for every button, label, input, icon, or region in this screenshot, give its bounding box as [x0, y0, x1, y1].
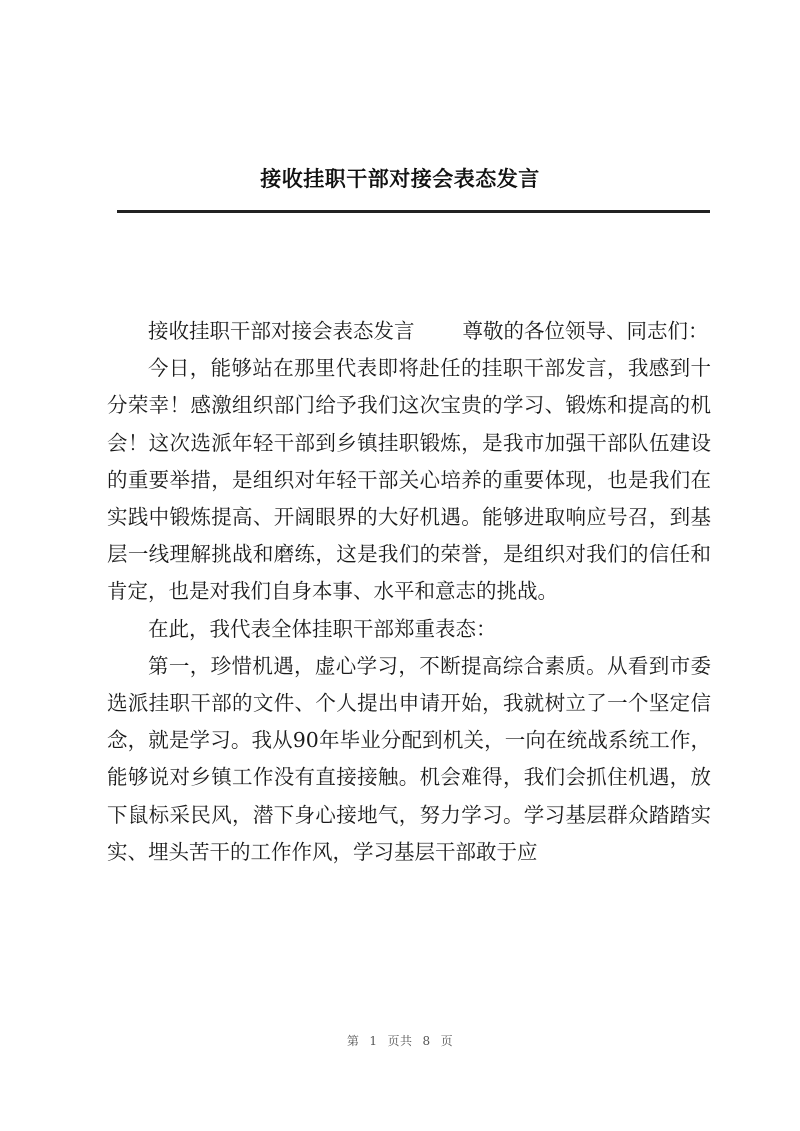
- footer-label-pages: 页: [440, 1034, 454, 1048]
- footer-current-page: 1: [369, 1034, 378, 1048]
- page-footer: [0, 1032, 800, 1049]
- paragraph-heading-repeat: 接收挂职干部对接会表态发言: [148, 319, 415, 343]
- paragraph-intro: 今日，能够站在那里代表即将赴任的挂职干部发言，我感到十分荣幸！感激组织部门给予我们这次宝贵的学习、锻炼和提高的机会！这次选派年轻干部到乡镇挂职锻炼，是我市加强干部队伍建设的重要举措，是组织对年轻干部关心培养的重要体现，也是我们在实践中锻炼提高、开阔眼界的大好机遇。能够进取响应号召，到基层一线理解挑战和磨练，这是我们的荣誉，是组织对我们的信任和肯定，也是对我们自身本事、水平和意志的挑战。: [107, 356, 711, 604]
- title-underline: [117, 210, 710, 213]
- document-body: [107, 313, 711, 871]
- paragraph-point-one: 第一，珍惜机遇，虚心学习，不断提高综合素质。从看到市委选派挂职干部的文件、个人提出申请开始，我就树立了一个坚定信念，就是学习。我从90年毕业分配到机关，一向在统战系统工作，能够说对乡镇工作没有直接接触。机会难得，我们会抓住机遇，放下鼠标采民风，潜下身心接地气，努力学习。学习基层群众踏踏实实、埋头苦干的工作作风，学习基层干部敢于应: [107, 653, 711, 864]
- footer-total-pages: 8: [422, 1034, 431, 1048]
- paragraph-salutation: [107, 313, 711, 350]
- paragraph-statement: 在此，我代表全体挂职干部郑重表态：: [148, 616, 497, 641]
- salutation-text: 尊敬的各位领导、同志们：: [462, 319, 709, 343]
- footer-label-page: 第: [346, 1034, 360, 1048]
- document-title: 接收挂职干部对接会表态发言: [260, 167, 540, 191]
- footer-label-of: 页共: [387, 1034, 413, 1048]
